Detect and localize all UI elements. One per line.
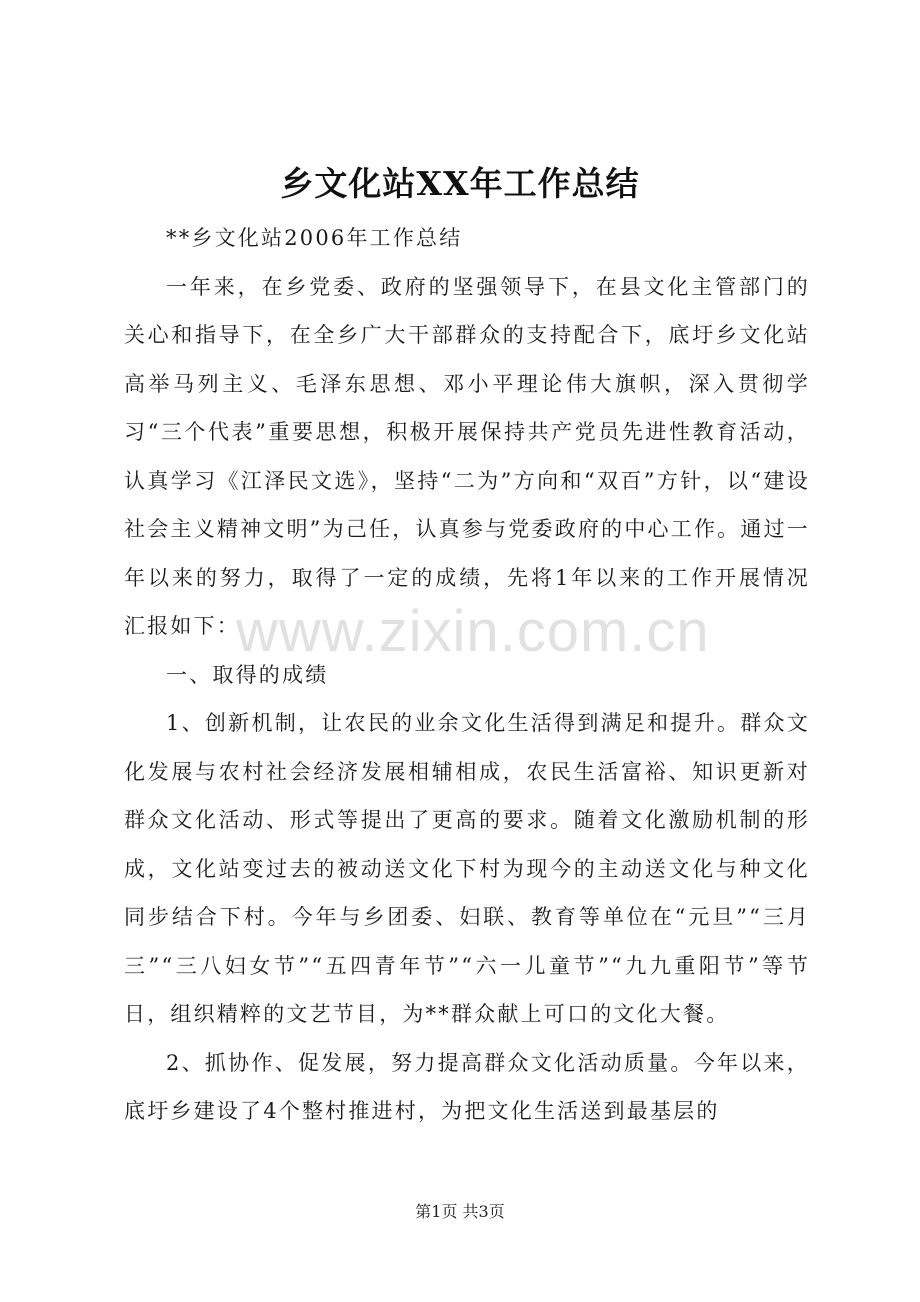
section-heading: 一、取得的成绩 (166, 662, 329, 687)
watermark: www.zixin.com.cn (236, 599, 710, 664)
page-number-footer: 第1页 共3页 (415, 1202, 505, 1221)
subtitle-paragraph: **乡文化站2006年工作总结 (166, 226, 463, 250)
intro-paragraph: 一年来，在乡党委、政府的坚强领导下，在县文化主管部门的关心和指导下，在全乡广大干部群众的支持配合下，底圩乡文化站高举马列主义、毛泽东思想、邓小平理论伟大旗帜，深入贯彻学习“三个代表”重要思想，积极开展保持共产党员先进性教育活动，认真学习《江泽民文选》，坚持“二为”方向和“双百”方针，以“建设社会主义精神文明”为己任，认真参与党委政府的中心工作。通过一年以来的努力，取得了一定的成绩，先将1年以来的工作开展情况汇报如下： (124, 274, 810, 638)
document-title: 乡文化站XX年工作总结 (280, 164, 640, 203)
achievement-paragraph-1: 1、创新机制，让农民的业余文化生活得到满足和提升。群众文化发展与农村社会经济发展相辅相成，农民生活富裕、知识更新对群众文化活动、形式等提出了更高的要求。随着文化激励机制的形成，文化站变过去的被动送文化下村为现今的主动送文化与种文化同步结合下村。今年与乡团委、妇联、教育等单位在“元旦”“三月三”“三八妇女节”“五四青年节”“六一儿童节”“九九重阳节”等节日，组织精粹的文艺节目，为**群众献上可口的文化大餐。 (124, 711, 810, 1026)
achievement-paragraph-2: 2、抓协作、促发展，努力提高群众文化活动质量。今年以来，底圩乡建设了4个整村推进村，为把文化生活送到最基层的 (124, 1050, 810, 1123)
document-body (124, 214, 810, 1136)
